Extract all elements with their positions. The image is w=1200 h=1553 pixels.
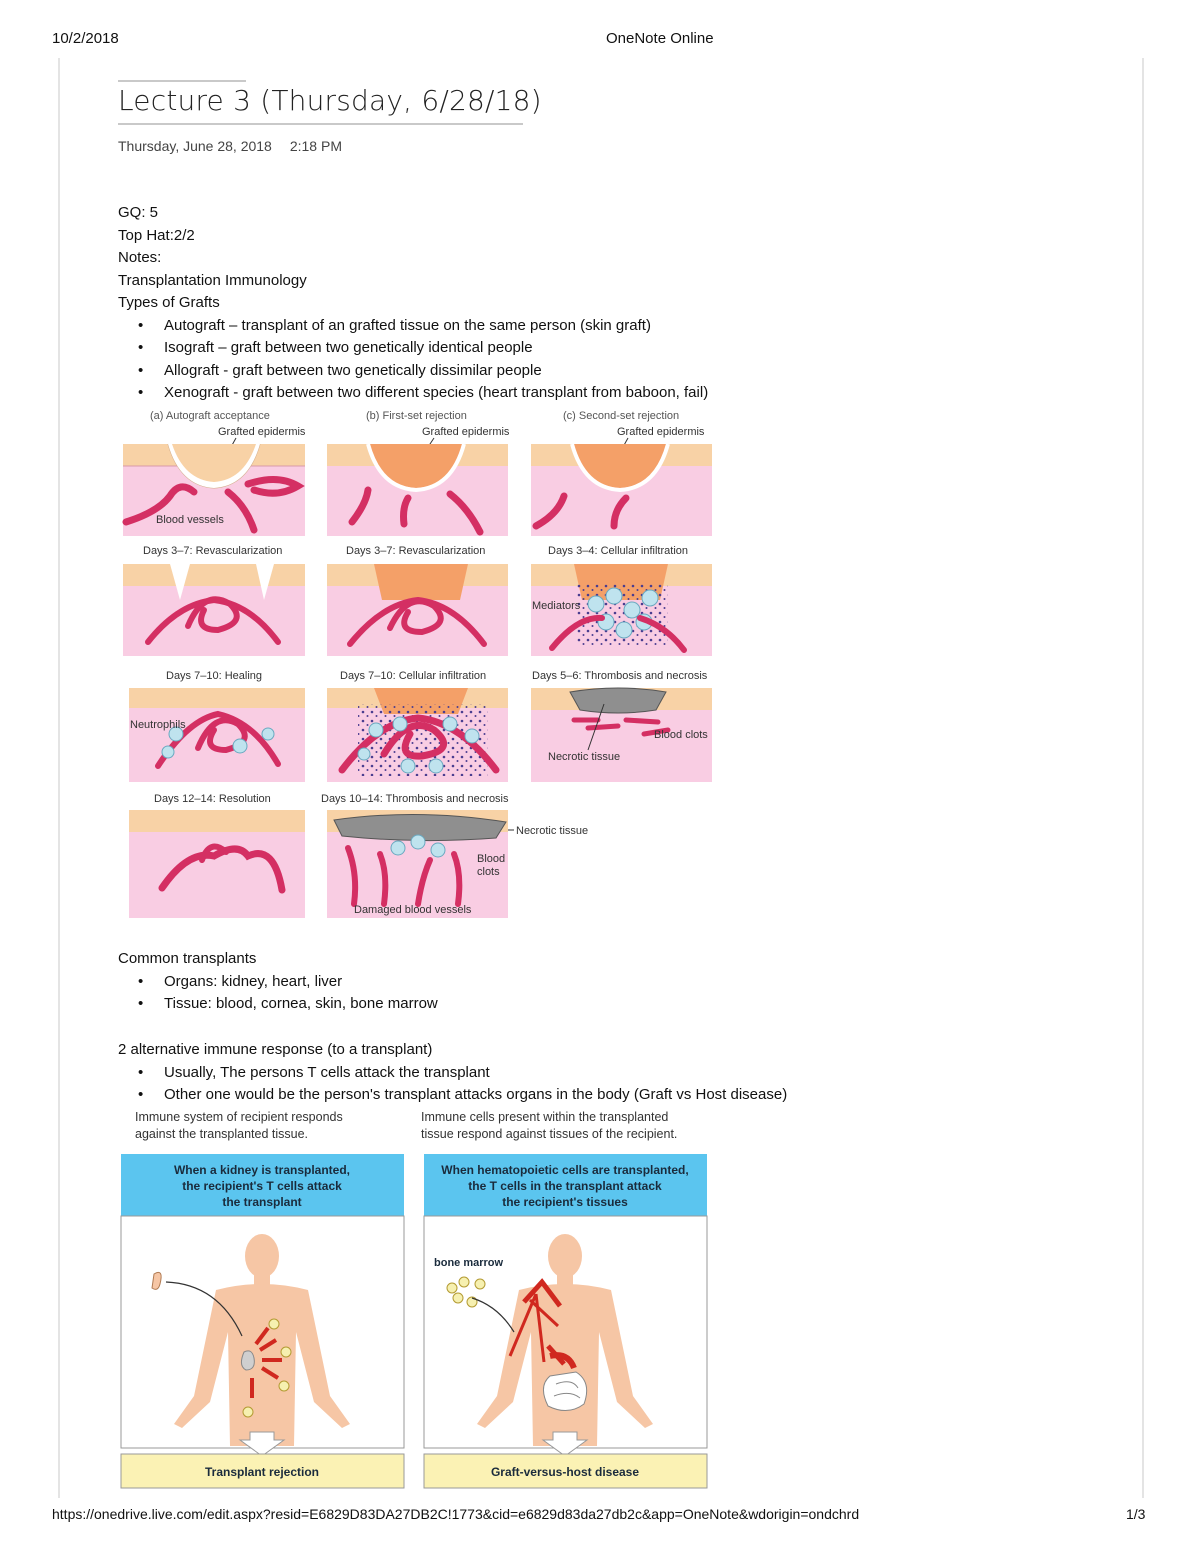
panel-c1 — [531, 426, 712, 536]
common-transplants-list — [118, 971, 438, 1016]
necrotic-tissue-label: Necrotic tissue — [516, 825, 589, 837]
panel-c2-title: Days 3–4: Cellular infiltration — [548, 545, 689, 557]
tophat-score: Top Hat:2/2 — [118, 226, 195, 244]
graft-types-list — [118, 315, 708, 405]
left-caption-line-2: against the transplanted tissue. — [135, 1127, 309, 1141]
panel-a1 — [123, 426, 306, 536]
left-box-line-2: the recipient's T cells attack — [182, 1179, 342, 1193]
graft-rejection-figure — [118, 404, 738, 924]
page-title[interactable]: Lecture 3 (Thursday, 6/28/18) — [118, 84, 542, 117]
damaged-vessels-label: Damaged blood vessels — [354, 904, 472, 916]
immune-response-figure — [118, 1106, 718, 1498]
immune-response-block[interactable] — [118, 1039, 787, 1107]
col-a-title: (a) Autograft acceptance — [150, 410, 270, 422]
panel-b3 — [327, 688, 508, 782]
panel-a3-title: Days 7–10: Healing — [166, 670, 263, 682]
panel-c3 — [531, 688, 712, 782]
col-b-title: (b) First-set rejection — [366, 410, 467, 422]
panel-c2 — [531, 564, 712, 656]
right-box-line-1: When hematopoietic cells are transplanted, — [441, 1163, 689, 1177]
app-name: OneNote Online — [606, 30, 714, 47]
right-box-line-2: the T cells in the transplant attack — [468, 1179, 662, 1193]
list-item: • Other one would be the person's transplant attacks organs in the body (Graft vs Host disease) — [118, 1084, 787, 1107]
grafted-epidermis-label: Grafted epidermis — [422, 426, 510, 438]
panel-a4-title: Days 12–14: Resolution — [154, 793, 271, 805]
title-underline — [118, 123, 523, 125]
list-item: • Xenograft - graft between two different species (heart transplant from baboon, fail) — [118, 382, 708, 405]
panel-b3-title: Days 7–10: Cellular infiltration — [340, 670, 487, 682]
list-item: • Allograft - graft between two genetically dissimilar people — [118, 360, 708, 383]
panel-b4-title: Days 10–14: Thrombosis and necrosis — [321, 793, 509, 805]
mediators-label: Mediators — [532, 600, 581, 612]
hematopoietic-transplant-panel — [424, 1154, 707, 1488]
footer-url[interactable]: https://onedrive.live.com/edit.aspx?resid=E6829D83DA27DB2C!1773&cid=e6829d83da27db2c&app=OneNote&wdorigin=ondchrd — [52, 1506, 860, 1522]
common-transplants-block[interactable] — [118, 948, 438, 1016]
graft-versus-host-label: Graft-versus-host disease — [490, 1465, 640, 1479]
intestine-icon — [543, 1372, 586, 1411]
print-date: 10/2/2018 — [52, 30, 119, 47]
panel-b2-title: Days 3–7: Revascularization — [346, 545, 486, 557]
list-item: • Isograft – graft between two genetically identical people — [118, 337, 708, 360]
right-caption-line-2: tissue respond against tissues of the recipient. — [421, 1127, 678, 1141]
panel-c3-title: Days 5–6: Thrombosis and necrosis — [532, 670, 708, 682]
panel-a2 — [123, 564, 305, 656]
blood-clots-label: Blood clots — [654, 729, 708, 741]
page-number: 1/3 — [1126, 1506, 1146, 1522]
neutrophils-label: Neutrophils — [130, 719, 186, 731]
panel-b2 — [327, 564, 508, 656]
notes-block[interactable] — [118, 202, 708, 405]
bone-marrow-label: bone marrow — [434, 1257, 504, 1269]
notes-label: Notes: — [118, 249, 162, 266]
left-box-line-1: When a kidney is transplanted, — [173, 1163, 351, 1177]
left-caption-line-1: Immune system of recipient responds — [135, 1110, 343, 1124]
list-item: • Usually, The persons T cells attack the transplant — [118, 1062, 787, 1085]
panel-a4 — [129, 810, 305, 918]
panel-a2-title: Days 3–7: Revascularization — [143, 545, 283, 557]
left-box-line-3: the transplant — [222, 1195, 302, 1209]
page-date: Thursday, June 28, 2018 — [118, 138, 272, 154]
page-time: 2:18 PM — [289, 138, 342, 154]
clots-label: clots — [477, 866, 500, 878]
list-item: • Tissue: blood, cornea, skin, bone marrow — [118, 993, 438, 1016]
list-item: • Organs: kidney, heart, liver — [118, 971, 438, 994]
panel-b4 — [327, 810, 514, 918]
transplant-rejection-label: Transplant rejection — [204, 1465, 320, 1479]
panel-a3 — [129, 688, 305, 782]
kidney-graft-icon — [241, 1351, 254, 1370]
list-item: • Autograft – transplant of an grafted tissue on the same person (skin graft) — [118, 315, 708, 338]
page-left-border — [58, 58, 60, 1498]
page-right-border — [1142, 58, 1144, 1498]
blood-vessels-label: Blood vessels — [156, 514, 224, 526]
right-caption-line-1: Immune cells present within the transplanted — [421, 1110, 669, 1124]
graft-types-heading: Types of Grafts — [118, 294, 220, 311]
topic-heading: Transplantation Immunology — [118, 271, 307, 289]
grafted-epidermis-label: Grafted epidermis — [218, 426, 306, 438]
necrotic-tissue-label: Necrotic tissue — [548, 751, 621, 763]
panel-b1 — [327, 426, 510, 536]
immune-response-heading: 2 alternative immune response (to a transplant) — [118, 1041, 433, 1058]
right-box-line-3: the recipient's tissues — [502, 1195, 628, 1209]
kidney-transplant-panel — [121, 1154, 404, 1488]
col-c-title: (c) Second-set rejection — [563, 410, 680, 422]
gq-score: GQ: 5 — [118, 204, 159, 221]
grafted-epidermis-label: Grafted epidermis — [617, 426, 705, 438]
blood-label: Blood — [477, 853, 506, 865]
immune-response-list — [118, 1062, 787, 1107]
common-transplants-heading: Common transplants — [118, 950, 257, 967]
page-datetime — [118, 138, 342, 154]
title-top-rule — [118, 80, 246, 82]
